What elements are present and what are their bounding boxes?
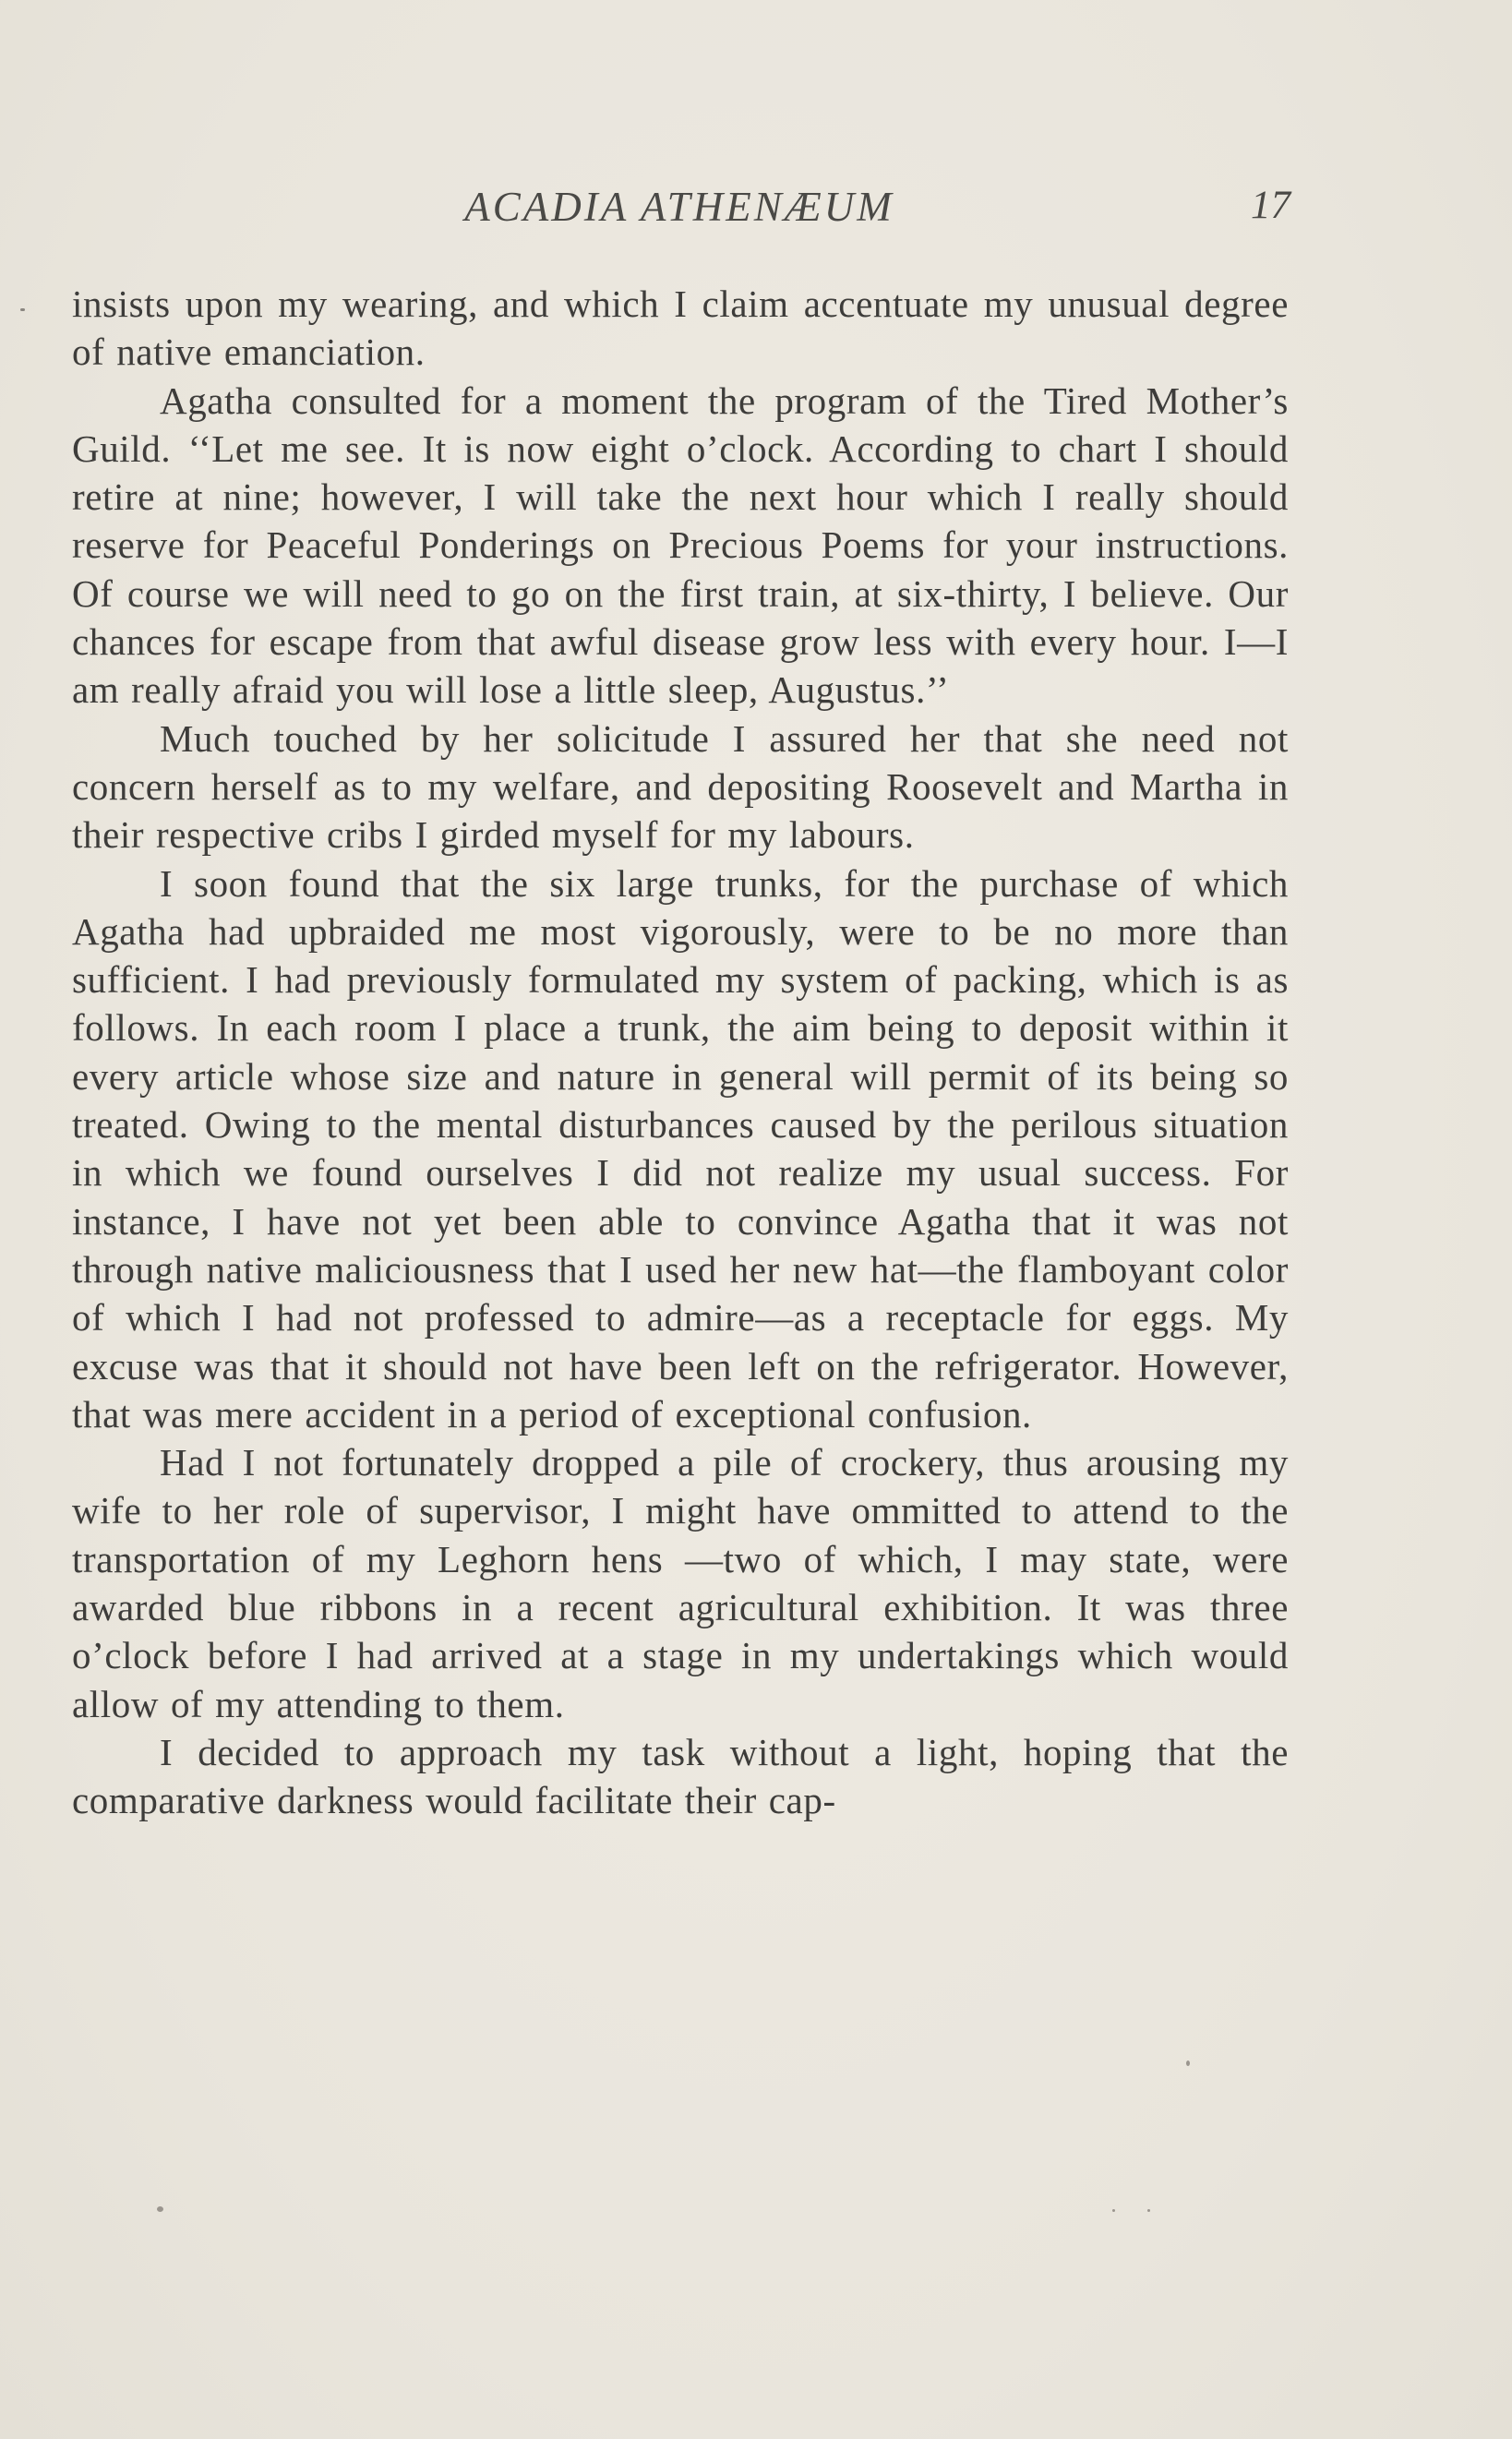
page-number: 17	[1251, 184, 1290, 227]
paragraph: I decided to approach my task without a light, hoping that the comparative darkness would facilitate their cap-	[72, 1730, 1289, 1822]
paragraph: Agatha consulted for a moment the program of the Tired Mother’s Guild. ‘‘Let me see. It is now eight o’clock. According to chart I should retire at nine; however, I will take the next hour which I really should reserve for Peaceful Ponderings on Precious Poems for your instructions. Of course we will need to go on the first train, at six-thirty, I believe. Our chances for escape from that awful disease grow less with every hour. I—I am really afraid you will lose a little sleep, Augustus.’’	[72, 378, 1289, 712]
paragraph: I soon found that the six large trunks, for the purchase of which Agatha had upbraided me most vigorously, were to be no more than sufficient. I had previously formulated my system of packing, which is as follows. In each room I place a trunk, the aim being to deposit within it every article whose size and nature in general will permit of its being so treated. Owing to the mental disturbances caused by the perilous situation in which we found ourselves I did not realize my usual success. For instance, I have not yet been able to convince Agatha that it was not through native maliciousness that I used her new hat—the flamboyant color of which I had not professed to admire—as a receptacle for eggs. My excuse was that it should not have been left on the refrigerator. However, that was mere accident in a period of exceptional confusion.	[72, 861, 1289, 1436]
running-title: ACADIA ATHENÆUM	[464, 184, 894, 230]
body-text	[72, 280, 1289, 1825]
paragraph: Much touched by her solicitude I assured her that she need not concern herself as to my welfare, and depositing Roosevelt and Martha in their respective cribs I girded myself for my labours.	[72, 716, 1289, 857]
paragraph: Had I not fortunately dropped a pile of crockery, thus arousing my wife to her role of supervisor, I might have ommitted to attend to the transportation of my Leghorn hens —two of which, I may state, were awarded blue ribbons in a recent agricultural exhibition. It was three o’clock before I had arrived at a stage in my undertakings which would allow of my attending to them.	[72, 1441, 1289, 1725]
print-speck	[1186, 2061, 1190, 2066]
running-head	[68, 183, 1290, 238]
paragraph: insists upon my wearing, and which I claim accentuate my unusual degree of native emanciation.	[72, 282, 1289, 374]
print-speck	[1112, 2209, 1115, 2212]
print-speck	[1147, 2209, 1150, 2212]
margin-mark	[20, 308, 25, 311]
print-speck	[157, 2206, 163, 2212]
